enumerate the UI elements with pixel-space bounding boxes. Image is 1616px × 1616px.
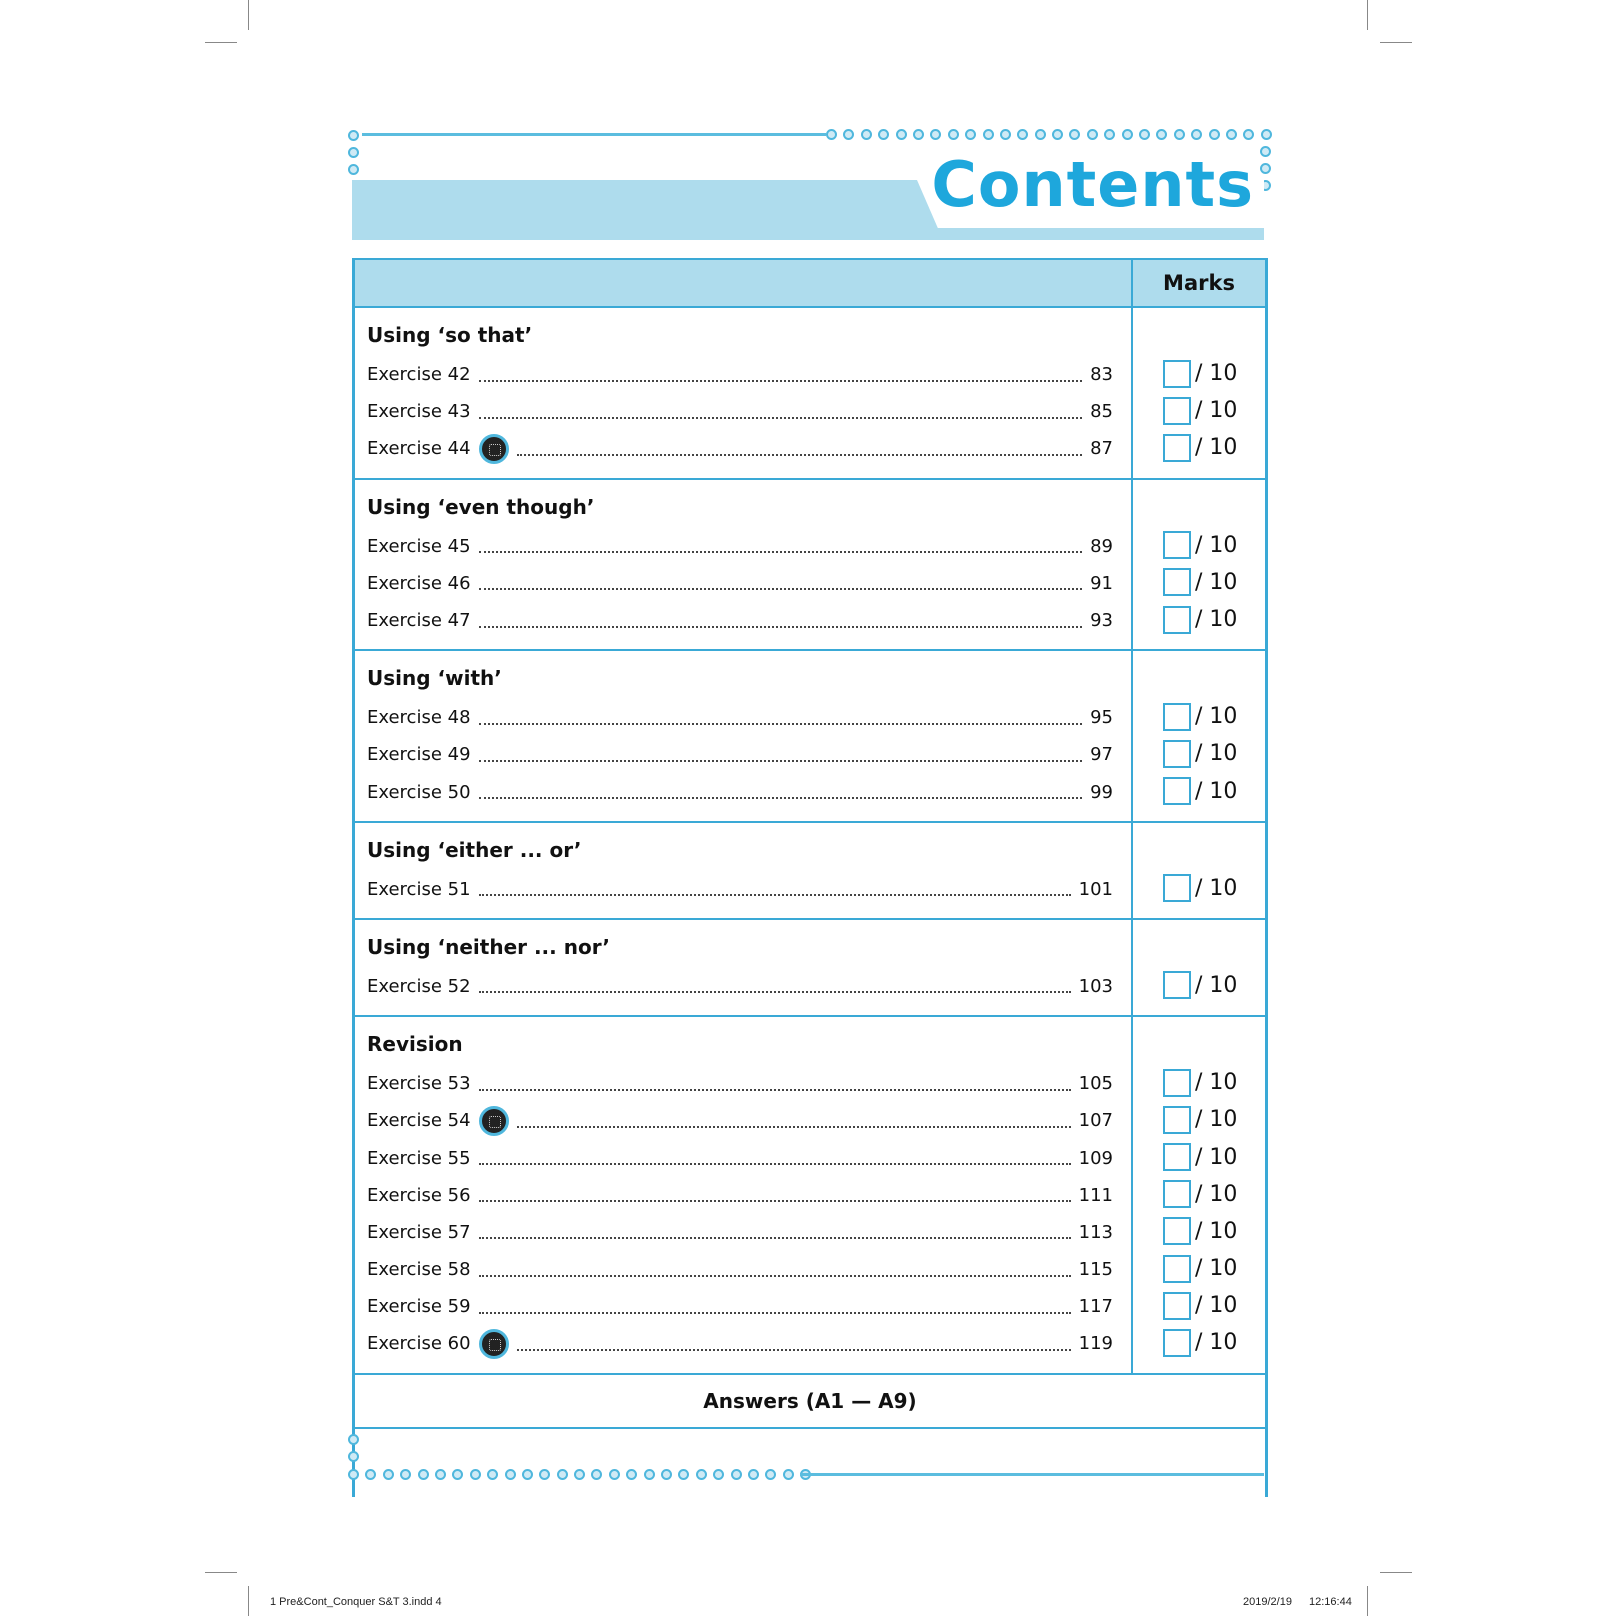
max-score: / 10	[1195, 1256, 1238, 1282]
exercise-label: Exercise 56	[367, 1184, 471, 1206]
border-dot	[713, 1469, 724, 1480]
marks-cell	[1133, 773, 1265, 810]
crop-mark	[248, 1586, 249, 1616]
page-number: 113	[1078, 1221, 1113, 1243]
page-title: Contents	[931, 148, 1254, 221]
dot-border-bottom	[348, 1469, 818, 1480]
score-box[interactable]	[1163, 606, 1191, 634]
exercise-label: Exercise 50	[367, 781, 471, 803]
page-number: 117	[1078, 1296, 1113, 1318]
score-box[interactable]	[1163, 703, 1191, 731]
exercise-label: Exercise 51	[367, 878, 471, 900]
contents-section	[355, 920, 1265, 1017]
exercise-label: Exercise 57	[367, 1221, 471, 1243]
border-dot	[878, 129, 889, 140]
crop-mark	[1380, 1572, 1412, 1573]
marks-cell	[1133, 564, 1265, 601]
marks-cell	[1133, 1287, 1265, 1324]
exercise-row[interactable]	[367, 1325, 1113, 1362]
contents-table	[352, 258, 1268, 1497]
score-box[interactable]	[1163, 1106, 1191, 1134]
section-title: Using ‘with’	[367, 666, 502, 691]
border-dot	[1243, 129, 1254, 140]
crop-mark	[205, 42, 237, 43]
border-dot	[696, 1469, 707, 1480]
border-dot	[626, 1469, 637, 1480]
score-box[interactable]	[1163, 434, 1191, 462]
border-dot	[983, 129, 994, 140]
border-dot	[1000, 129, 1011, 140]
border-dot	[1261, 129, 1272, 140]
score-box[interactable]	[1163, 1180, 1191, 1208]
answers-row: Answers (A1 — A9)	[355, 1375, 1265, 1429]
exercise-row[interactable]	[367, 1177, 1113, 1214]
border-dot	[913, 129, 924, 140]
exercise-row[interactable]	[367, 1251, 1113, 1288]
exercise-row[interactable]	[367, 602, 1113, 639]
dot-leader	[479, 894, 1071, 896]
marks-cell	[1133, 601, 1265, 638]
border-dot	[348, 147, 359, 158]
exercise-row[interactable]	[367, 430, 1113, 467]
bottom-rule	[800, 1473, 1264, 1476]
border-dot	[1035, 129, 1046, 140]
border-dot	[609, 1469, 620, 1480]
score-box[interactable]	[1163, 1069, 1191, 1097]
exercise-row[interactable]	[367, 1102, 1113, 1139]
audio-qr-icon	[479, 1106, 509, 1136]
marks-cell	[1133, 870, 1265, 907]
page-number: 89	[1090, 535, 1113, 557]
score-box[interactable]	[1163, 1143, 1191, 1171]
border-dot	[348, 164, 359, 175]
slug-date: 2019/2/19	[1243, 1596, 1292, 1608]
marks-cell	[1133, 355, 1265, 392]
border-dot	[1209, 129, 1220, 140]
exercise-row[interactable]	[367, 1214, 1113, 1251]
marks-cell	[1133, 1138, 1265, 1175]
exercise-label: Exercise 54	[367, 1110, 471, 1132]
page-number: 111	[1078, 1184, 1113, 1206]
dot-leader	[479, 991, 1071, 993]
exercise-label: Exercise 43	[367, 401, 471, 423]
border-dot	[1174, 129, 1185, 140]
dot-leader	[479, 723, 1083, 725]
border-dot	[1069, 129, 1080, 140]
border-dot	[452, 1469, 463, 1480]
score-box[interactable]	[1163, 568, 1191, 596]
score-box[interactable]	[1163, 777, 1191, 805]
score-box[interactable]	[1163, 397, 1191, 425]
border-dot	[644, 1469, 655, 1480]
page-number: 107	[1078, 1110, 1113, 1132]
dot-leader	[479, 551, 1083, 553]
border-dot	[843, 129, 854, 140]
score-box[interactable]	[1163, 971, 1191, 999]
border-dot	[470, 1469, 481, 1480]
exercise-row[interactable]	[367, 774, 1113, 811]
marks-cell	[1133, 1176, 1265, 1213]
crop-mark	[1367, 1586, 1368, 1616]
contents-section	[355, 480, 1265, 652]
score-box[interactable]	[1163, 1292, 1191, 1320]
dot-leader	[479, 1089, 1071, 1091]
max-score: / 10	[1195, 778, 1238, 804]
exercise-row[interactable]	[367, 528, 1113, 565]
contents-frame	[352, 134, 1266, 1480]
exercise-label: Exercise 46	[367, 572, 471, 594]
border-dot	[435, 1469, 446, 1480]
crop-mark	[248, 0, 249, 30]
max-score: / 10	[1195, 972, 1238, 998]
exercise-row[interactable]	[367, 736, 1113, 773]
max-score: / 10	[1195, 875, 1238, 901]
border-dot	[1087, 129, 1098, 140]
score-box[interactable]	[1163, 874, 1191, 902]
exercise-label: Exercise 58	[367, 1259, 471, 1281]
exercise-row[interactable]	[367, 1288, 1113, 1325]
exercise-label: Exercise 44	[367, 438, 471, 460]
page-number: 109	[1078, 1147, 1113, 1169]
marks-cell	[1133, 1250, 1265, 1287]
dot-leader	[479, 1237, 1071, 1239]
slug-time: 12:16:44	[1309, 1596, 1352, 1608]
border-dot	[861, 129, 872, 140]
border-dot	[748, 1469, 759, 1480]
exercise-label: Exercise 47	[367, 610, 471, 632]
max-score: / 10	[1195, 607, 1238, 633]
border-dot	[661, 1469, 672, 1480]
exercise-row[interactable]	[367, 968, 1113, 1005]
slug-file: 1 Pre&Cont_Conquer S&T 3.indd 4	[270, 1596, 442, 1608]
dot-border-top-left	[348, 130, 359, 181]
max-score: / 10	[1195, 398, 1238, 424]
exercise-label: Exercise 45	[367, 535, 471, 557]
dot-leader	[479, 417, 1083, 419]
border-dot	[965, 129, 976, 140]
section-title: Using ‘either ... or’	[367, 837, 582, 862]
border-dot	[1017, 129, 1028, 140]
border-dot	[365, 1469, 376, 1480]
border-dot	[383, 1469, 394, 1480]
max-score: / 10	[1195, 1330, 1238, 1356]
border-dot	[539, 1469, 550, 1480]
score-box[interactable]	[1163, 360, 1191, 388]
border-dot	[487, 1469, 498, 1480]
border-dot	[678, 1469, 689, 1480]
border-dot	[574, 1469, 585, 1480]
exercise-label: Exercise 53	[367, 1073, 471, 1095]
contents-section	[355, 823, 1265, 920]
page-number: 105	[1078, 1073, 1113, 1095]
max-score: / 10	[1195, 741, 1238, 767]
top-rule	[362, 133, 826, 136]
audio-qr-icon	[479, 434, 509, 464]
dot-leader	[479, 588, 1083, 590]
marks-cell	[1133, 735, 1265, 772]
exercise-row[interactable]	[367, 1139, 1113, 1176]
marks-cell	[1133, 1064, 1265, 1101]
crop-mark	[1367, 0, 1368, 30]
border-dot	[731, 1469, 742, 1480]
exercise-label: Exercise 49	[367, 744, 471, 766]
dot-leader	[479, 380, 1083, 382]
border-dot	[557, 1469, 568, 1480]
score-box[interactable]	[1163, 1255, 1191, 1283]
page-number: 95	[1090, 707, 1113, 729]
marks-cell	[1133, 429, 1265, 466]
section-title: Using ‘even though’	[367, 494, 595, 519]
border-dot	[591, 1469, 602, 1480]
border-dot	[1104, 129, 1115, 140]
dot-leader	[479, 626, 1083, 628]
dot-leader	[479, 1163, 1071, 1165]
score-box[interactable]	[1163, 531, 1191, 559]
border-dot	[1052, 129, 1063, 140]
max-score: / 10	[1195, 435, 1238, 461]
page-number: 101	[1078, 878, 1113, 900]
page-number: 83	[1090, 364, 1113, 386]
dot-leader	[479, 1275, 1071, 1277]
contents-section	[355, 1017, 1265, 1375]
border-dot	[348, 130, 359, 141]
page-number: 87	[1090, 438, 1113, 460]
border-dot	[1139, 129, 1150, 140]
section-title: Using ‘so that’	[367, 323, 533, 347]
dot-leader	[479, 1200, 1071, 1202]
dot-leader	[479, 797, 1083, 799]
border-dot	[1226, 129, 1237, 140]
border-dot	[896, 129, 907, 140]
border-dot	[1122, 129, 1133, 140]
marks-cell	[1133, 527, 1265, 564]
max-score: / 10	[1195, 1144, 1238, 1170]
page-number: 85	[1090, 401, 1113, 423]
dot-border-top	[826, 129, 1278, 140]
exercise-row[interactable]	[367, 871, 1113, 908]
crop-mark	[205, 1572, 237, 1573]
page-number: 91	[1090, 572, 1113, 594]
border-dot	[348, 1469, 359, 1480]
border-dot	[765, 1469, 776, 1480]
contents-section	[355, 651, 1265, 823]
marks-cell	[1133, 698, 1265, 735]
section-title: Revision	[367, 1032, 463, 1057]
page-number: 115	[1078, 1259, 1113, 1281]
marks-header: Marks	[1131, 260, 1265, 306]
score-box[interactable]	[1163, 1329, 1191, 1357]
dot-leader	[517, 454, 1083, 456]
exercise-row[interactable]	[367, 393, 1113, 430]
dot-border-bottom-left	[348, 1434, 359, 1468]
border-dot	[930, 129, 941, 140]
max-score: / 10	[1195, 361, 1238, 387]
exercise-label: Exercise 59	[367, 1296, 471, 1318]
max-score: / 10	[1195, 1218, 1238, 1244]
exercise-row[interactable]	[367, 565, 1113, 602]
max-score: / 10	[1195, 1293, 1238, 1319]
exercise-row[interactable]	[367, 699, 1113, 736]
dot-leader	[479, 1312, 1071, 1314]
dot-leader	[479, 760, 1083, 762]
marks-cell	[1133, 392, 1265, 429]
table-header	[355, 258, 1265, 308]
page-number: 119	[1078, 1333, 1113, 1355]
border-dot	[1156, 129, 1167, 140]
page-number: 103	[1078, 975, 1113, 997]
exercise-label: Exercise 48	[367, 707, 471, 729]
marks-cell	[1133, 1101, 1265, 1138]
border-dot	[522, 1469, 533, 1480]
page-number: 97	[1090, 744, 1113, 766]
audio-qr-icon	[479, 1329, 509, 1359]
max-score: / 10	[1195, 569, 1238, 595]
max-score: / 10	[1195, 532, 1238, 558]
exercise-label: Exercise 52	[367, 975, 471, 997]
contents-section	[355, 308, 1265, 480]
border-dot	[505, 1469, 516, 1480]
score-box[interactable]	[1163, 740, 1191, 768]
border-dot	[783, 1469, 794, 1480]
score-box[interactable]	[1163, 1217, 1191, 1245]
marks-cell	[1133, 967, 1265, 1004]
crop-mark	[1380, 42, 1412, 43]
border-dot	[1260, 146, 1271, 157]
exercise-label: Exercise 42	[367, 364, 471, 386]
exercise-row[interactable]	[367, 356, 1113, 393]
marks-cell	[1133, 1324, 1265, 1361]
page-number: 99	[1090, 781, 1113, 803]
exercise-label: Exercise 55	[367, 1147, 471, 1169]
max-score: / 10	[1195, 1070, 1238, 1096]
dot-leader	[517, 1349, 1071, 1351]
marks-cell	[1133, 1213, 1265, 1250]
exercise-row[interactable]	[367, 1065, 1113, 1102]
border-dot	[948, 129, 959, 140]
border-dot	[826, 129, 837, 140]
max-score: / 10	[1195, 704, 1238, 730]
border-dot	[418, 1469, 429, 1480]
border-dot	[1191, 129, 1202, 140]
page-number: 93	[1090, 610, 1113, 632]
exercise-label: Exercise 60	[367, 1333, 471, 1355]
border-dot	[348, 1451, 359, 1462]
border-dot	[348, 1434, 359, 1445]
border-dot	[1260, 163, 1271, 174]
max-score: / 10	[1195, 1181, 1238, 1207]
border-dot	[400, 1469, 411, 1480]
max-score: / 10	[1195, 1107, 1238, 1133]
dot-leader	[517, 1126, 1071, 1128]
section-title: Using ‘neither ... nor’	[367, 934, 610, 959]
